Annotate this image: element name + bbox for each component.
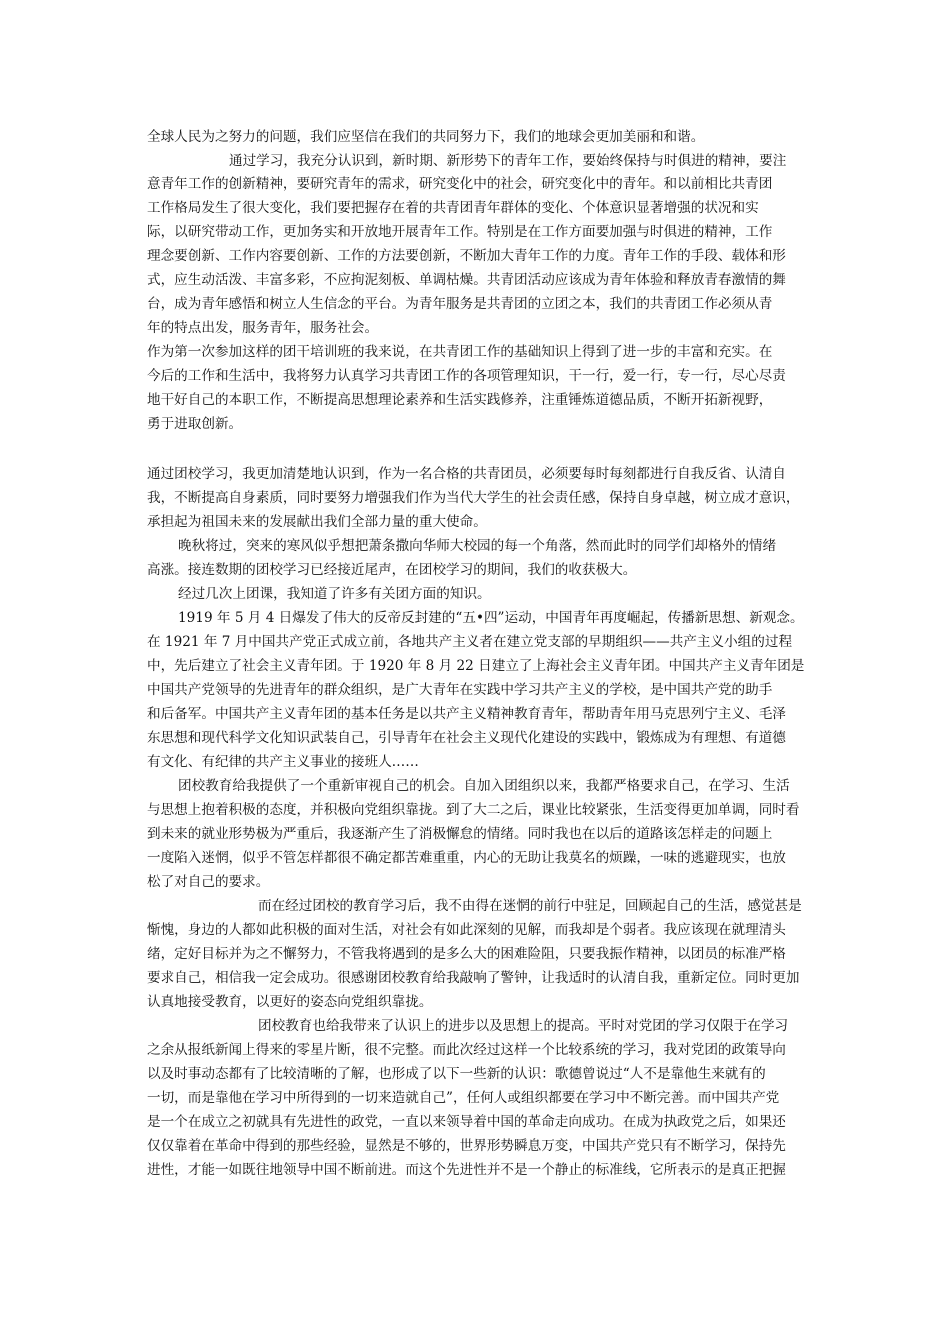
text-line: 意青年工作的创新精神，要研究青年的需求，研究变化中的社会，研究变化中的青年。和以前相比共青团: [147, 176, 773, 192]
text-line: 今后的工作和生活中，我将努力认真学习共青团工作的各项管理知识，干一行，爱一行，专一行，尽心尽责: [147, 368, 786, 384]
text-line: 1919 年 5 月 4 日爆发了伟大的反帝反封建的“五•四”运动，中国青年再度崛起，传播新思想、新观念。: [178, 610, 804, 626]
text-line: 与思想上抱着积极的态度，并积极向党组织靠拢。到了大二之后，课业比较紧张，生活变得更加单调，同时看: [147, 802, 800, 818]
text-line: 团校教育给我提供了一个重新审视自己的机会。自加入团组织以来，我都严格要求自己，在学习、生活: [178, 778, 790, 794]
text-line: 东思想和现代科学文化知识武装自己，引导青年在社会主义现代化建设的实践中，锻炼成为有理想、有道德: [147, 730, 786, 746]
text-line: 中国共产党领导的先进青年的群众组织，是广大青年在实践中学习共产主义的学校，是中国共产党的助手: [147, 682, 773, 698]
text-line: 在 1921 年 7 月中国共产党正式成立前，各地共产主义者在建立党支部的早期组织——共产主义小组的过程: [147, 634, 793, 650]
text-line: 地干好自己的本职工作，不断提高思想理论素养和生活实践修养，注重锤炼道德品质，不断开拓新视野，: [147, 392, 773, 408]
text-line: 式，应生动活泼、丰富多彩，不应拘泥刻板、单调枯燥。共青团活动应该成为青年体验和释放青春激情的舞: [147, 272, 786, 288]
text-line: 一切，而是靠他在学习中所得到的一切来造就自己”，任何人或组织都要在学习中不断完善。而中国共产党: [147, 1090, 780, 1106]
text-line: 而在经过团校的教育学习后，我不由得在迷惘的前行中驻足，回顾起自己的生活，感觉甚是: [258, 898, 802, 914]
text-line: 有文化、有纪律的共产主义事业的接班人……: [147, 754, 419, 770]
text-line: 通过团校学习，我更加清楚地认识到，作为一名合格的共青团员，必须要每时每刻都进行自我反省、认清自: [147, 466, 786, 482]
text-line: 和后备军。中国共产主义青年团的基本任务是以共产主义精神教育青年，帮助青年用马克思列宁主义、毛泽: [147, 706, 786, 722]
text-line: 理念要创新、工作内容要创新、工作的方法要创新，不断加大青年工作的力度。青年工作的手段、载体和形: [147, 248, 786, 264]
text-line: 通过学习，我充分认识到，新时期、新形势下的青年工作，要始终保持与时俱进的精神，要注: [229, 153, 787, 169]
text-line: 之余从报纸新闻上得来的零星片断，很不完整。而此次经过这样一个比较系统的学习，我对党团的政策导向: [147, 1042, 786, 1058]
text-line: 经过几次上团课，我知道了许多有关团方面的知识。: [178, 586, 491, 602]
text-line: 仅仅靠着在革命中得到的那些经验，显然是不够的，世界形势瞬息万变，中国共产党只有不断学习，保持先: [147, 1138, 786, 1154]
text-line: 年的特点出发，服务青年，服务社会。: [147, 320, 379, 336]
text-line: 以及时事动态都有了比较清晰的了解，也形成了以下一些新的认识：歌德曾说过“人不是靠他生来就有的: [147, 1066, 766, 1082]
text-line: 认真地接受教育，以更好的姿态向党组织靠拢。: [147, 994, 433, 1010]
text-line: 晚秋将过，突来的寒风似乎想把萧条撒向华师大校园的每一个角落，然而此时的同学们却格外的情绪: [178, 538, 777, 554]
text-line: 到未来的就业形势极为严重后，我逐渐产生了消极懈怠的情绪。同时我也在以后的道路该怎样走的问题上: [147, 826, 773, 842]
text-line: 惭愧，身边的人都如此积极的面对生活，对社会有如此深刻的见解，而我却是个弱者。我应该现在就理清头: [147, 922, 786, 938]
text-line: 承担起为祖国未来的发展献出我们全部力量的重大使命。: [147, 514, 487, 530]
text-line: 一度陷入迷惘，似乎不管怎样都很不确定都苦难重重，内心的无助让我莫名的烦躁，一味的逃避现实，也放: [147, 850, 786, 866]
text-line: 高涨。接连数期的团校学习已经接近尾声，在团校学习的期间，我们的收获极大。: [147, 562, 637, 578]
text-line: 中，先后建立了社会主义青年团。于 1920 年 8 月 22 日建立了上海社会主义青年团。中国共产主义青年团是: [147, 658, 805, 674]
text-line: 我，不断提高自身素质，同时要努力增强我们作为当代大学生的社会责任感，保持自身卓越，树立成才意识，: [147, 490, 800, 506]
text-line: 际，以研究带动工作，更加务实和开放地开展青年工作。特别是在工作方面要加强与时俱进的精神，工作: [147, 224, 773, 240]
text-line: 进性，才能一如既往地领导中国不断前进。而这个先进性并不是一个静止的标准线，它所表示的是真正把握: [147, 1162, 786, 1178]
text-line: 全球人民为之努力的问题，我们应坚信在我们的共同努力下，我们的地球会更加美丽和和谐。: [147, 129, 705, 145]
text-line: 工作格局发生了很大变化，我们要把握存在着的共青团青年群体的变化、个体意识显著增强的状况和实: [147, 200, 759, 216]
text-line: 松了对自己的要求。: [147, 874, 270, 890]
text-line: 要求自己，相信我一定会成功。很感谢团校教育给我敲响了警钟，让我适时的认清自我，重新定位。同时更加: [147, 970, 800, 986]
text-line: 绪，定好目标并为之不懈努力，不管我将遇到的是多么大的困难险阻，只要我振作精神，以团员的标准严格: [147, 946, 786, 962]
text-line: 是一个在成立之初就具有先进性的政党，一直以来领导着中国的革命走向成功。在成为执政党之后，如果还: [147, 1114, 786, 1130]
text-line: 台，成为青年感悟和树立人生信念的平台。为青年服务是共青团的立团之本，我们的共青团工作必须从青: [147, 296, 773, 312]
text-line: 作为第一次参加这样的团干培训班的我来说，在共青团工作的基础知识上得到了进一步的丰富和充实。在: [147, 344, 773, 360]
text-line: 团校教育也给我带来了认识上的进步以及思想上的提高。平时对党团的学习仅限于在学习: [258, 1018, 789, 1034]
text-line: 勇于进取创新。: [147, 416, 243, 432]
